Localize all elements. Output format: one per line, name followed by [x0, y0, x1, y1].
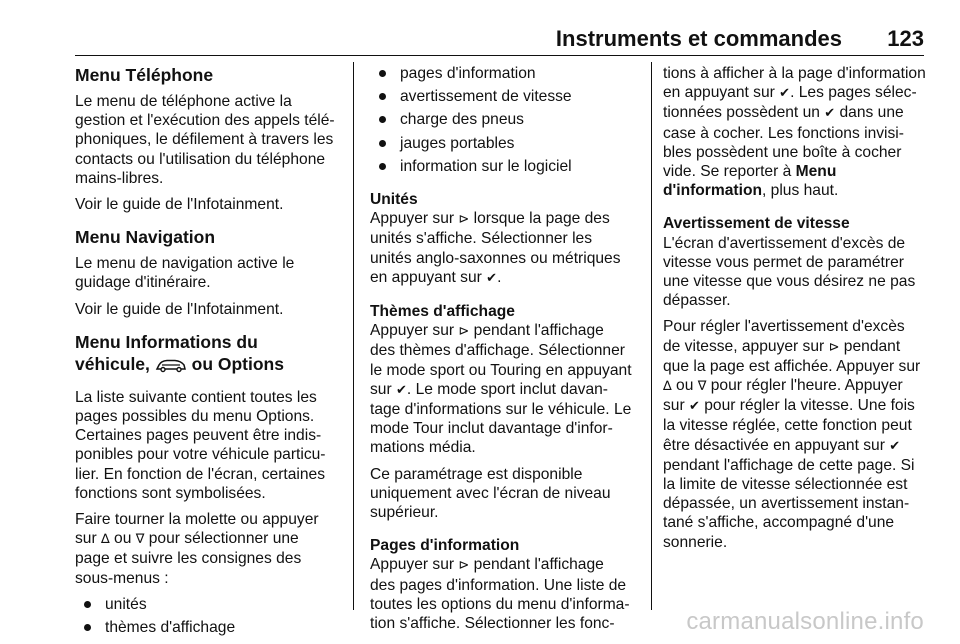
paragraph: Ce paramétrage est disponible uniquement avec l'écran de niveau supérieur. [370, 465, 611, 522]
cross-reference: Menu [795, 163, 837, 181]
next-icon: ⊳ [458, 558, 470, 574]
paragraph: Le menu de navigation active le guidage d'itinéraire. [75, 255, 295, 292]
header-rule [75, 55, 924, 56]
list-item: information sur le logiciel [370, 157, 640, 176]
watermark: carmanualsonline.info [686, 608, 924, 635]
paragraph: Appuyer sur ⊳ lorsque la page des unités s'affiche. Sélectionner les unités anglo-saxonnes ou métriques en appuyant sur ✔. [370, 210, 621, 286]
list-item: jauges portables [370, 134, 640, 153]
column-3 [663, 64, 928, 559]
column-divider [353, 62, 354, 610]
section-title-navigation: Menu Navigation [75, 227, 216, 248]
check-icon: ✔ [486, 270, 498, 286]
column-1 [75, 64, 343, 644]
up-arrow-icon: ∆ [101, 532, 110, 548]
paragraph: Appuyer sur ⊳ pendant l'affichage des pages d'information. Une liste de toutes les options du menu d'informa- tion s'affiche. Sélectionner les fonc- [370, 556, 630, 633]
down-arrow-icon: ∇ [697, 379, 707, 395]
subsection-title-units: Unités [370, 191, 418, 209]
next-icon: ⊳ [458, 212, 470, 228]
check-icon: ✔ [689, 399, 700, 415]
column-2 [370, 64, 640, 640]
section-title-vehicle-info: Menu Informations du véhicule, ou Options [75, 331, 343, 378]
next-icon: ⊳ [828, 339, 840, 355]
header-title: Instruments et commandes [555, 26, 842, 51]
paragraph: La liste suivante contient toutes les pages possibles du menu Options. Certaines pages peuvent être indis- ponibles pour votre véhicule particu- lier. En fonction de l'écran, certaines fonctions sont symbolisées. [75, 388, 326, 502]
up-arrow-icon: ∆ [663, 379, 672, 395]
list-item: avertissement de vitesse [370, 87, 640, 106]
page-number: 123 [887, 26, 924, 51]
check-icon: ✔ [889, 438, 901, 454]
car-icon [155, 356, 187, 378]
check-icon: ✔ [396, 382, 407, 398]
list-item: thèmes d'affichage [75, 618, 343, 637]
subsection-title-info-pages: Pages d'information [370, 537, 520, 555]
paragraph: Voir le guide de l'Infotainment. [75, 196, 284, 214]
subsection-title-speed-warning: Avertissement de vitesse [663, 215, 850, 233]
subsection-title-themes: Thèmes d'affichage [370, 303, 515, 321]
paragraph: L'écran d'avertissement d'excès de vitesse vous permet de paramétrer une vitesse que vous désirez ne pas dépasser. [663, 234, 916, 310]
paragraph: Faire tourner la molette ou appuyer sur ∆ ou ∇ pour sélectionner une page et suivre les consignes des sous-menus : [75, 511, 319, 587]
paragraph: tions à afficher à la page d'information en appuyant sur ✔. Les pages sélec- tionnées possèdent un ✔ dans une case à cocher. Les fonctions invisi- bles possèdent une boîte à cocher vide. Se reporter à Menu d'information, plus haut. [663, 65, 926, 200]
down-arrow-icon: ∇ [135, 532, 145, 548]
cross-reference: d'information [663, 182, 762, 200]
paragraph: Voir le guide de l'Infotainment. [75, 300, 284, 318]
paragraph: Le menu de téléphone active la gestion et l'exécution des appels télé- phoniques, le défilement à travers les contacts ou l'utilisation du téléphone mains-libres. [75, 93, 335, 187]
list-item: unités [75, 595, 343, 614]
paragraph: Appuyer sur ⊳ pendant l'affichage des thèmes d'affichage. Sélectionner le mode sport ou Touring en appuyant sur ✔. Le mode sport inclut davan- tage d'informations sur le véhicule. Le mode Tour inclut davantage d'infor- mations média. [370, 322, 632, 457]
list-item: pages d'information [370, 64, 640, 83]
options-list [370, 64, 640, 176]
paragraph: Pour régler l'avertissement d'excès de vitesse, appuyer sur ⊳ pendant que la page est affichée. Appuyer sur ∆ ou ∇ pour régler l'heure. Appuyer sur ✔ pour régler la vitesse. Une fois la vitesse réglée, cette fonction peut être désactivée en appuyant sur ✔ pendant l'affichage de cette page. Si la limite de vitesse sélectionnée est dépassée, un avertissement instan- tané s'affiche, accompagné d'une sonnerie. [663, 318, 921, 551]
check-icon: ✔ [824, 106, 836, 122]
column-divider [651, 62, 652, 610]
section-title-phone: Menu Téléphone [75, 65, 214, 85]
options-list [75, 595, 343, 637]
list-item: charge des pneus [370, 110, 640, 129]
next-icon: ⊳ [458, 324, 470, 340]
check-icon: ✔ [779, 86, 791, 102]
